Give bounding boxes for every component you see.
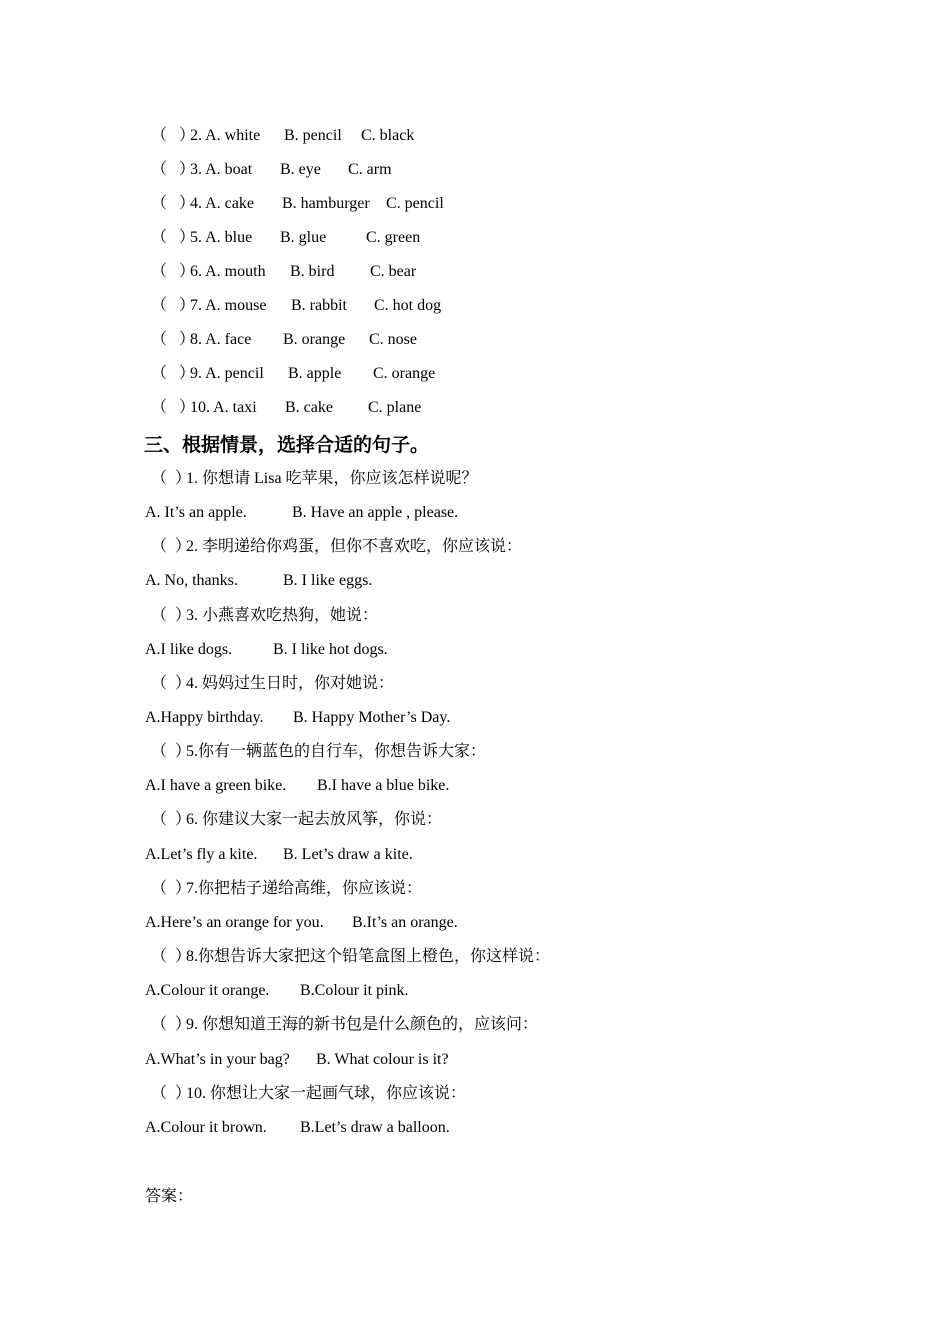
- option-b: B. I like eggs.: [283, 572, 373, 589]
- answer-blank: （ ）: [151, 161, 196, 178]
- answer-blank: （ ）: [151, 743, 192, 760]
- answer-blank: （ ）: [151, 331, 196, 348]
- situation-options-6: [145, 843, 413, 867]
- word-item-7: [145, 294, 442, 318]
- option-b: B. apple: [288, 365, 342, 382]
- situation-question-7: [145, 877, 423, 901]
- answer-label-text: 答案：: [145, 1188, 194, 1205]
- question-text: 1. 你想请 Lisa 吃苹果，你应该怎样说呢？: [186, 470, 478, 487]
- option-c: C. green: [366, 229, 421, 246]
- option-c: C. plane: [368, 399, 422, 416]
- answer-blank: （ ）: [151, 675, 192, 692]
- option-b: B.I have a blue bike.: [317, 777, 450, 794]
- situation-question-10: [145, 1082, 467, 1106]
- answer-blank: （ ）: [151, 229, 196, 246]
- option-b: B. Happy Mother’s Day.: [293, 709, 451, 726]
- word-item-9: [145, 362, 436, 386]
- word-item-5: [145, 226, 421, 250]
- option-a: A.I have a green bike.: [145, 777, 287, 794]
- option-a: A.Here’s an orange for you.: [145, 914, 324, 931]
- option-b: B. What colour is it?: [316, 1051, 449, 1068]
- word-item-8: [145, 328, 417, 352]
- situation-question-6: [145, 808, 443, 832]
- question-text: 2. 李明递给你鸡蛋，但你不喜欢吃，你应该说：: [186, 538, 523, 555]
- situation-question-1: [145, 467, 478, 491]
- answer-blank: （ ）: [151, 1016, 192, 1033]
- option-a: A.I like dogs.: [145, 641, 233, 658]
- option-c: C. arm: [348, 161, 392, 178]
- word-item-4: [145, 192, 444, 216]
- option-a: A. It’s an apple.: [145, 504, 247, 521]
- situation-question-9: [145, 1013, 539, 1037]
- answer-blank: （ ）: [151, 538, 192, 555]
- option-c: C. bear: [370, 263, 417, 280]
- situation-question-4: [145, 672, 395, 696]
- option-a: 10. A. taxi: [190, 399, 257, 416]
- answer-blank: （ ）: [151, 1085, 192, 1102]
- answer-blank: （ ）: [151, 127, 196, 144]
- option-a: 3. A. boat: [190, 161, 253, 178]
- situation-options-2: [145, 569, 373, 593]
- situation-options-1: [145, 501, 459, 525]
- question-text: 8.你想告诉大家把这个铅笔盒图上橙色，你这样说：: [186, 948, 551, 965]
- option-c: C. nose: [369, 331, 417, 348]
- option-b: B.Colour it pink.: [300, 982, 409, 999]
- option-c: C. hot dog: [374, 297, 442, 314]
- option-a: A.Colour it brown.: [145, 1119, 267, 1136]
- situation-options-7: [145, 911, 458, 935]
- option-c: C. pencil: [386, 195, 444, 212]
- option-b: B. I like hot dogs.: [273, 641, 388, 658]
- situation-options-10: [145, 1116, 450, 1140]
- word-item-6: [145, 260, 417, 284]
- situation-question-5: [145, 740, 487, 764]
- option-a: 5. A. blue: [190, 229, 253, 246]
- answer-blank: （ ）: [151, 365, 196, 382]
- question-text: 3. 小燕喜欢吃热狗，她说：: [186, 607, 379, 624]
- answer-blank: （ ）: [151, 470, 192, 487]
- option-c: C. black: [361, 127, 415, 144]
- answer-blank: （ ）: [151, 880, 192, 897]
- answer-blank: （ ）: [151, 297, 196, 314]
- answer-label: [145, 1185, 194, 1209]
- option-b: B. glue: [280, 229, 327, 246]
- answer-blank: （ ）: [151, 263, 196, 280]
- situation-options-9: [145, 1048, 449, 1072]
- option-a: 2. A. white: [190, 127, 261, 144]
- situation-options-8: [145, 979, 409, 1003]
- situation-question-3: [145, 604, 379, 628]
- option-a: A.What’s in your bag?: [145, 1051, 290, 1068]
- situation-options-5: [145, 774, 450, 798]
- situation-question-2: [145, 535, 523, 559]
- question-text: 6. 你建议大家一起去放风筝，你说：: [186, 811, 443, 828]
- question-text: 7.你把桔子递给高维，你应该说：: [186, 880, 423, 897]
- option-b: B. eye: [280, 161, 321, 178]
- option-b: B. Let’s draw a kite.: [283, 846, 413, 863]
- option-b: B. bird: [290, 263, 335, 280]
- question-text: 10. 你想让大家一起画气球，你应该说：: [186, 1085, 467, 1102]
- option-a: 6. A. mouth: [190, 263, 266, 280]
- option-b: B. hamburger: [282, 195, 370, 212]
- option-b: B. orange: [283, 331, 346, 348]
- option-c: C. orange: [373, 365, 436, 382]
- word-item-3: [145, 158, 392, 182]
- answer-blank: （ ）: [151, 811, 192, 828]
- answer-blank: （ ）: [151, 399, 196, 416]
- option-a: 8. A. face: [190, 331, 252, 348]
- answer-blank: （ ）: [151, 948, 192, 965]
- option-b: B. pencil: [284, 127, 342, 144]
- question-text: 5.你有一辆蓝色的自行车，你想告诉大家：: [186, 743, 487, 760]
- question-text: 4. 妈妈过生日时，你对她说：: [186, 675, 395, 692]
- question-text: 9. 你想知道王海的新书包是什么颜色的，应该问：: [186, 1016, 539, 1033]
- answer-blank: （ ）: [151, 195, 196, 212]
- situation-question-8: [145, 945, 551, 969]
- option-a: A.Colour it orange.: [145, 982, 270, 999]
- option-a: A.Let’s fly a kite.: [145, 846, 258, 863]
- option-b: B.It’s an orange.: [352, 914, 458, 931]
- option-b: B. Have an apple , please.: [292, 504, 459, 521]
- option-b: B. rabbit: [291, 297, 347, 314]
- word-item-10: [145, 396, 422, 420]
- situation-options-4: [145, 706, 451, 730]
- option-a: 4. A. cake: [190, 195, 254, 212]
- option-a: 7. A. mouse: [190, 297, 267, 314]
- option-b: B. cake: [285, 399, 333, 416]
- section-heading: 三、根据情景，选择合适的句子。: [144, 434, 430, 456]
- option-a: A. No, thanks.: [145, 572, 238, 589]
- option-a: 9. A. pencil: [190, 365, 264, 382]
- option-a: A.Happy birthday.: [145, 709, 264, 726]
- option-b: B.Let’s draw a balloon.: [300, 1119, 450, 1136]
- word-item-2: [145, 124, 415, 148]
- answer-blank: （ ）: [151, 607, 192, 624]
- situation-options-3: [145, 638, 388, 662]
